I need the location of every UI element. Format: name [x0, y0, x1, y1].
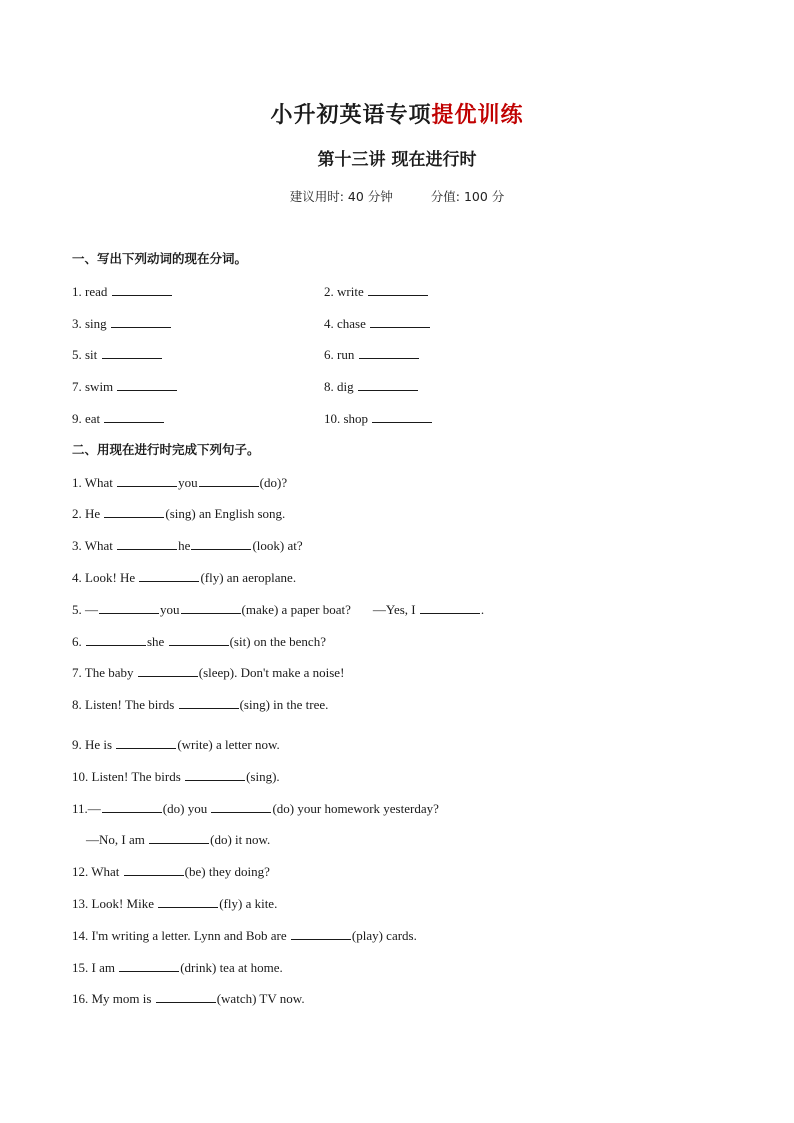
sentence-12: 12. What (be) they doing?	[72, 864, 270, 879]
list-item: 9. eat	[72, 411, 165, 427]
sentence-10: 10. Listen! The birds (sing).	[72, 769, 280, 784]
answer-blank[interactable]	[117, 538, 177, 550]
answer-blank[interactable]	[372, 411, 432, 423]
answer-blank[interactable]	[119, 960, 179, 972]
answer-blank[interactable]	[117, 379, 177, 391]
answer-blank[interactable]	[104, 411, 164, 423]
sentence-13: 13. Look! Mike (fly) a kite.	[72, 896, 278, 911]
sentence-4: 4. Look! He (fly) an aeroplane.	[72, 570, 297, 585]
sentence-9: 9. He is (write) a letter now.	[72, 737, 280, 752]
page-subtitle: 第十三讲 现在进行时	[317, 150, 477, 170]
answer-blank[interactable]	[99, 602, 159, 614]
sentence-15: 15. I am (drink) tea at home.	[72, 960, 283, 975]
suggested-time: 建议用时: 40 分钟	[289, 189, 393, 204]
list-item: 3. sing	[72, 316, 172, 332]
time-score-info	[0, 187, 794, 205]
answer-blank[interactable]	[102, 801, 162, 813]
answer-blank[interactable]	[368, 284, 428, 296]
sentence-7: 7. The baby (sleep). Don't make a noise!	[72, 665, 345, 680]
answer-blank[interactable]	[199, 475, 259, 487]
answer-blank[interactable]	[138, 665, 198, 677]
sentence-2: 2. He (sing) an English song.	[72, 506, 286, 521]
sentence-16: 16. My mom is (watch) TV now.	[72, 991, 305, 1006]
page-title	[0, 98, 794, 129]
sentence-14: 14. I'm writing a letter. Lynn and Bob are (play) cards.	[72, 928, 417, 943]
answer-blank[interactable]	[181, 602, 241, 614]
sentence-8: 8. Listen! The birds (sing) in the tree.	[72, 697, 329, 712]
sentence-1: 1. What you (do)?	[72, 475, 288, 490]
answer-blank[interactable]	[158, 896, 218, 908]
list-item: 5. sit	[72, 347, 163, 363]
sentence-3: 3. What he (look) at?	[72, 538, 303, 553]
answer-blank[interactable]	[86, 634, 146, 646]
answer-blank[interactable]	[116, 737, 176, 749]
answer-blank[interactable]	[358, 379, 418, 391]
list-item: 4. chase	[324, 316, 431, 332]
title-main: 小升初英语专项	[270, 103, 432, 128]
answer-blank[interactable]	[179, 697, 239, 709]
sentence-6: 6. she (sit) on the bench?	[72, 634, 326, 649]
answer-blank[interactable]	[370, 316, 430, 328]
answer-blank[interactable]	[117, 475, 177, 487]
score-value: 分值: 100 分	[430, 189, 505, 204]
answer-blank[interactable]	[185, 769, 245, 781]
answer-blank[interactable]	[124, 864, 184, 876]
list-item: 6. run	[324, 347, 420, 363]
sentence-11: 11.— (do) you (do) your homework yesterday?	[72, 801, 439, 816]
section1-heading: 一、写出下列动词的现在分词。	[72, 251, 248, 266]
answer-blank[interactable]	[211, 801, 271, 813]
list-item: 8. dig	[324, 379, 419, 395]
answer-blank[interactable]	[191, 538, 251, 550]
sentence-5: 5. — you (make) a paper boat? —Yes, I .	[72, 602, 485, 617]
answer-blank[interactable]	[102, 347, 162, 359]
answer-blank[interactable]	[112, 284, 172, 296]
answer-blank[interactable]	[149, 832, 209, 844]
answer-blank[interactable]	[291, 928, 351, 940]
answer-blank[interactable]	[169, 634, 229, 646]
answer-blank[interactable]	[156, 991, 216, 1003]
answer-blank[interactable]	[359, 347, 419, 359]
answer-blank[interactable]	[139, 570, 199, 582]
answer-blank[interactable]	[420, 602, 480, 614]
answer-blank[interactable]	[104, 506, 164, 518]
list-item: 2. write	[324, 284, 429, 300]
sentence-11-reply: —No, I am (do) it now.	[86, 832, 271, 847]
title-accent: 提优训练	[431, 103, 524, 128]
list-item: 10. shop	[324, 411, 433, 427]
section2-heading: 二、用现在进行时完成下列句子。	[72, 442, 260, 457]
list-item: 7. swim	[72, 379, 178, 395]
answer-blank[interactable]	[111, 316, 171, 328]
list-item: 1. read	[72, 284, 173, 300]
